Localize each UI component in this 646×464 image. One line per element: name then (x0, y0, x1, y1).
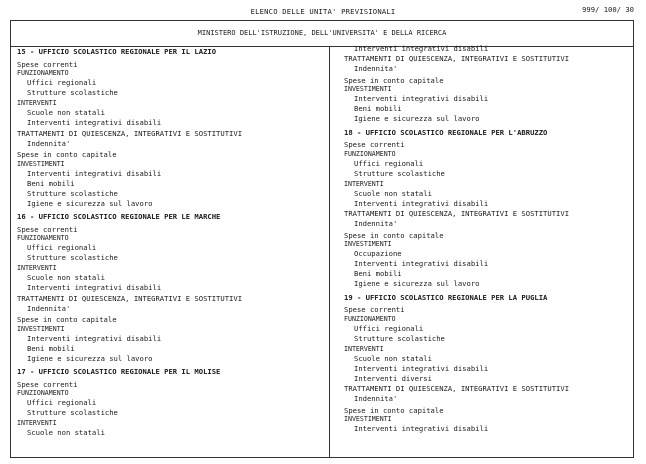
section-heading: 17 - UFFICIO SCOLASTICO REGIONALE PER IL MOLISE (17, 368, 221, 376)
ministry-name: MINISTERO DELL'ISTRUZIONE, DELL'UNIVERSITA' E DELLA RICERCA (197, 29, 447, 37)
category-heading: INVESTIMENTI (17, 159, 65, 168)
column-divider (329, 47, 330, 457)
budget-item: Uffici regionali (27, 399, 97, 407)
budget-item: Indennita' (354, 65, 398, 73)
section-heading: 19 - UFFICIO SCOLASTICO REGIONALE PER LA PUGLIA (344, 293, 548, 302)
budget-item: Uffici regionali (354, 324, 424, 333)
expense-group: Spese in conto capitale (344, 406, 444, 415)
category-heading: FUNZIONAMENTO (17, 234, 69, 242)
category-heading: INVESTIMENTI (344, 85, 392, 93)
budget-item: Scuole non statali (354, 354, 432, 363)
chapter-heading: TRATTAMENTI DI QUIESCENZA, INTEGRATIVI E SOSTITUTIVI (344, 55, 570, 63)
category-heading: FUNZIONAMENTO (17, 69, 69, 77)
expense-group: Spese in conto capitale (344, 231, 444, 240)
budget-item: Strutture scolastiche (27, 89, 118, 97)
expense-group: Spese correnti (344, 141, 405, 149)
category-heading: INVESTIMENTI (17, 324, 65, 333)
budget-item: Interventi integrativi disabili (354, 425, 489, 433)
expense-group: Spese correnti (17, 225, 78, 234)
chapter-heading: TRATTAMENTI DI QUIESCENZA, INTEGRATIVI E SOSTITUTIVI (17, 129, 243, 138)
category-heading: FUNZIONAMENTO (344, 149, 396, 158)
expense-group: Spese in conto capitale (17, 151, 117, 159)
budget-item: Interventi integrativi disabili (354, 260, 489, 268)
budget-item: Beni mobili (27, 179, 75, 188)
budget-item: Indennita' (27, 304, 71, 313)
budget-item: Strutture scolastiche (27, 409, 118, 417)
budget-item: Occupazione (354, 250, 402, 258)
budget-item: Igiene e sicurezza sul lavoro (27, 354, 153, 363)
budget-item: Scuole non statali (27, 109, 105, 117)
budget-item: Beni mobili (27, 344, 75, 353)
section-heading: 16 - UFFICIO SCOLASTICO REGIONALE PER LE MARCHE (17, 213, 221, 221)
left-column (17, 43, 325, 439)
category-heading: FUNZIONAMENTO (17, 389, 69, 397)
budget-item: Indennita' (27, 139, 71, 148)
expense-group: Spese in conto capitale (17, 316, 117, 324)
category-heading: INTERVENTI (17, 99, 57, 107)
category-heading: INTERVENTI (17, 264, 57, 272)
budget-item: Strutture scolastiche (27, 254, 118, 262)
expense-group: Spese correnti (17, 60, 78, 69)
budget-item: Interventi integrativi disabili (354, 44, 489, 53)
budget-item: Igiene e sicurezza sul lavoro (354, 280, 480, 288)
category-heading: INVESTIMENTI (344, 415, 392, 423)
budget-item: Strutture scolastiche (27, 189, 118, 198)
chapter-heading: TRATTAMENTI DI QUIESCENZA, INTEGRATIVI E SOSTITUTIVI (344, 385, 570, 393)
budget-item: Igiene e sicurezza sul lavoro (27, 199, 153, 208)
section-heading: 15 - UFFICIO SCOLASTICO REGIONALE PER IL LAZIO (17, 48, 217, 56)
document-code: 999/ 100/ 30 (582, 5, 634, 14)
budget-item: Scuole non statali (27, 274, 105, 282)
budget-item: Scuole non statali (354, 189, 432, 198)
budget-item: Uffici regionali (27, 79, 97, 87)
right-column (344, 43, 632, 435)
expense-group: Spese correnti (344, 306, 405, 314)
budget-item: Interventi integrativi disabili (27, 284, 162, 292)
chapter-heading: TRATTAMENTI DI QUIESCENZA, INTEGRATIVI E SOSTITUTIVI (17, 294, 243, 303)
budget-item: Beni mobili (354, 105, 402, 113)
budget-item: Interventi integrativi disabili (27, 119, 162, 127)
category-heading: INTERVENTI (344, 344, 384, 353)
budget-item: Indennita' (354, 395, 398, 403)
expense-group: Spese correnti (17, 380, 78, 389)
category-heading: INVESTIMENTI (344, 240, 392, 248)
chapter-heading: TRATTAMENTI DI QUIESCENZA, INTEGRATIVI E SOSTITUTIVI (344, 210, 570, 218)
budget-item: Interventi integrativi disabili (27, 169, 162, 178)
section-heading: 18 - UFFICIO SCOLASTICO REGIONALE PER L'ABRUZZO (344, 128, 548, 137)
budget-item: Interventi integrativi disabili (27, 334, 162, 343)
budget-item: Strutture scolastiche (354, 169, 445, 178)
budget-item: Interventi diversi (354, 374, 432, 383)
budget-item: Uffici regionali (27, 244, 97, 252)
budget-item: Igiene e sicurezza sul lavoro (354, 115, 480, 123)
budget-item: Strutture scolastiche (354, 334, 445, 343)
category-heading: INTERVENTI (344, 179, 384, 188)
document-title: ELENCO DELLE UNITA' PREVISIONALI (250, 7, 396, 16)
budget-item: Indennita' (354, 220, 398, 228)
category-heading: FUNZIONAMENTO (344, 314, 396, 323)
budget-item: Uffici regionali (354, 159, 424, 168)
expense-group: Spese in conto capitale (344, 76, 444, 85)
budget-item: Scuole non statali (27, 429, 105, 437)
budget-item: Interventi integrativi disabili (354, 199, 489, 208)
budget-item: Interventi integrativi disabili (354, 95, 489, 103)
budget-item: Beni mobili (354, 270, 402, 278)
category-heading: INTERVENTI (17, 419, 57, 427)
budget-item: Interventi integrativi disabili (354, 364, 489, 373)
page-frame (10, 20, 634, 458)
